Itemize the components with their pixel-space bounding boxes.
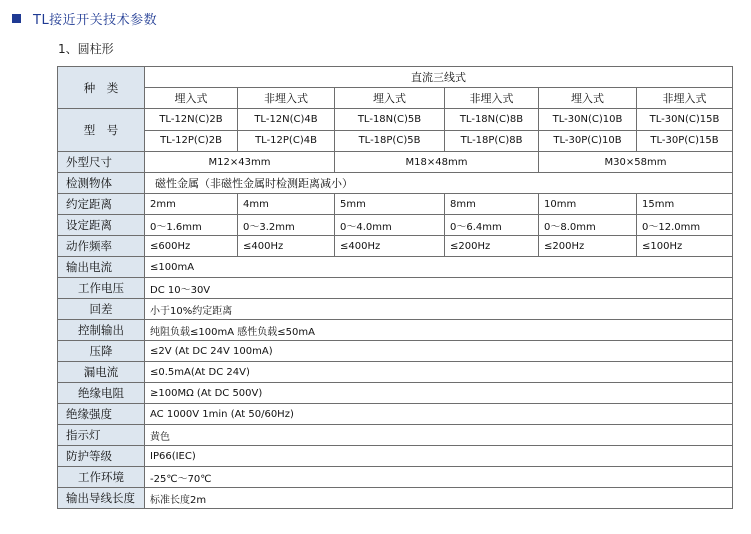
rated-cell: 5mm bbox=[335, 194, 445, 215]
model-cell: TL-30P(C)10B bbox=[539, 130, 637, 152]
table-row bbox=[58, 236, 733, 257]
row-label: 控制输出 bbox=[58, 320, 145, 341]
rated-cell: 15mm bbox=[637, 194, 733, 215]
freq-cell: ≤200Hz bbox=[445, 236, 539, 257]
row-label: 漏电流 bbox=[58, 362, 145, 383]
table-row bbox=[58, 425, 733, 446]
page-header bbox=[12, 7, 157, 29]
freq-cell: ≤100Hz bbox=[637, 236, 733, 257]
freq-cell: ≤400Hz bbox=[335, 236, 445, 257]
set-cell: 0～4.0mm bbox=[335, 215, 445, 236]
model-cell: TL-18N(C)5B bbox=[335, 109, 445, 131]
detect-label: 检测物体 bbox=[58, 173, 145, 194]
size-cell: M30×58mm bbox=[539, 152, 733, 173]
rated-cell: 2mm bbox=[145, 194, 238, 215]
page-title: TL接近开关技术参数 bbox=[33, 12, 158, 28]
row-value: ≤2V (At DC 24V 100mA) bbox=[145, 341, 733, 362]
model-cell: TL-18P(C)8B bbox=[445, 130, 539, 152]
model-label: 型 号 bbox=[58, 109, 145, 152]
row-label: 回差 bbox=[58, 299, 145, 320]
model-cell: TL-12N(C)2B bbox=[145, 109, 238, 131]
row-value: -25℃～70℃ bbox=[145, 467, 733, 488]
row-value: 小于10%约定距离 bbox=[145, 299, 733, 320]
size-cell: M12×43mm bbox=[145, 152, 335, 173]
table-row bbox=[58, 88, 733, 109]
table-row bbox=[58, 194, 733, 215]
model-cell: TL-30P(C)15B bbox=[637, 130, 733, 152]
row-value: 纯阻负载≤100mA 感性负载≤50mA bbox=[145, 320, 733, 341]
row-value: IP66(IEC) bbox=[145, 446, 733, 467]
freq-cell: ≤200Hz bbox=[539, 236, 637, 257]
table-row bbox=[58, 383, 733, 404]
model-cell: TL-30N(C)15B bbox=[637, 109, 733, 131]
row-value: 标准长度2m bbox=[145, 488, 733, 509]
model-cell: TL-30N(C)10B bbox=[539, 109, 637, 131]
mount-type-cell: 埋入式 bbox=[335, 88, 445, 109]
rated-cell: 10mm bbox=[539, 194, 637, 215]
freq-cell: ≤400Hz bbox=[238, 236, 335, 257]
spec-table bbox=[57, 66, 733, 509]
table-row bbox=[58, 341, 733, 362]
table-row bbox=[58, 299, 733, 320]
table-row bbox=[58, 320, 733, 341]
set-cell: 0～12.0mm bbox=[637, 215, 733, 236]
type-group: 直流三线式 bbox=[145, 67, 733, 88]
row-value: 黄色 bbox=[145, 425, 733, 446]
table-row bbox=[58, 173, 733, 194]
set-label: 设定距离 bbox=[58, 215, 145, 236]
table-row bbox=[58, 257, 733, 278]
table-row bbox=[58, 362, 733, 383]
square-bullet-icon bbox=[12, 14, 21, 23]
row-label: 工作环境 bbox=[58, 467, 145, 488]
freq-cell: ≤600Hz bbox=[145, 236, 238, 257]
row-label: 工作电压 bbox=[58, 278, 145, 299]
row-value: ≤0.5mA(At DC 24V) bbox=[145, 362, 733, 383]
rated-label: 约定距离 bbox=[58, 194, 145, 215]
set-cell: 0～6.4mm bbox=[445, 215, 539, 236]
row-value: DC 10～30V bbox=[145, 278, 733, 299]
table-row bbox=[58, 67, 733, 88]
mount-type-cell: 埋入式 bbox=[539, 88, 637, 109]
table-row bbox=[58, 152, 733, 173]
row-label: 输出导线长度 bbox=[58, 488, 145, 509]
set-cell: 0～8.0mm bbox=[539, 215, 637, 236]
model-cell: TL-18N(C)8B bbox=[445, 109, 539, 131]
set-cell: 0～1.6mm bbox=[145, 215, 238, 236]
table-row bbox=[58, 488, 733, 509]
row-label: 指示灯 bbox=[58, 425, 145, 446]
table-row bbox=[58, 446, 733, 467]
table-row bbox=[58, 215, 733, 236]
rated-cell: 8mm bbox=[445, 194, 539, 215]
table-row bbox=[58, 467, 733, 488]
model-cell: TL-12N(C)4B bbox=[238, 109, 335, 131]
section-title: 1、圆柱形 bbox=[58, 42, 114, 56]
table-row bbox=[58, 130, 733, 152]
model-cell: TL-12P(C)4B bbox=[238, 130, 335, 152]
detect-value: 磁性金属（非磁性金属时检测距离减小） bbox=[145, 173, 733, 194]
row-label: 压降 bbox=[58, 341, 145, 362]
row-label: 防护等级 bbox=[58, 446, 145, 467]
mount-type-cell: 埋入式 bbox=[145, 88, 238, 109]
mount-type-cell: 非埋入式 bbox=[637, 88, 733, 109]
table-row bbox=[58, 404, 733, 425]
row-label: 绝缘电阻 bbox=[58, 383, 145, 404]
row-value: AC 1000V 1min (At 50/60Hz) bbox=[145, 404, 733, 425]
mount-type-cell: 非埋入式 bbox=[238, 88, 335, 109]
model-cell: TL-18P(C)5B bbox=[335, 130, 445, 152]
type-label: 种 类 bbox=[58, 67, 145, 109]
model-cell: TL-12P(C)2B bbox=[145, 130, 238, 152]
row-value: ≤100mA bbox=[145, 257, 733, 278]
row-value: ≥100MΩ (At DC 500V) bbox=[145, 383, 733, 404]
table-row bbox=[58, 109, 733, 131]
freq-label: 动作频率 bbox=[58, 236, 145, 257]
size-cell: M18×48mm bbox=[335, 152, 539, 173]
row-label: 输出电流 bbox=[58, 257, 145, 278]
row-label: 绝缘强度 bbox=[58, 404, 145, 425]
mount-type-cell: 非埋入式 bbox=[445, 88, 539, 109]
rated-cell: 4mm bbox=[238, 194, 335, 215]
size-label: 外型尺寸 bbox=[58, 152, 145, 173]
set-cell: 0～3.2mm bbox=[238, 215, 335, 236]
table-row bbox=[58, 278, 733, 299]
